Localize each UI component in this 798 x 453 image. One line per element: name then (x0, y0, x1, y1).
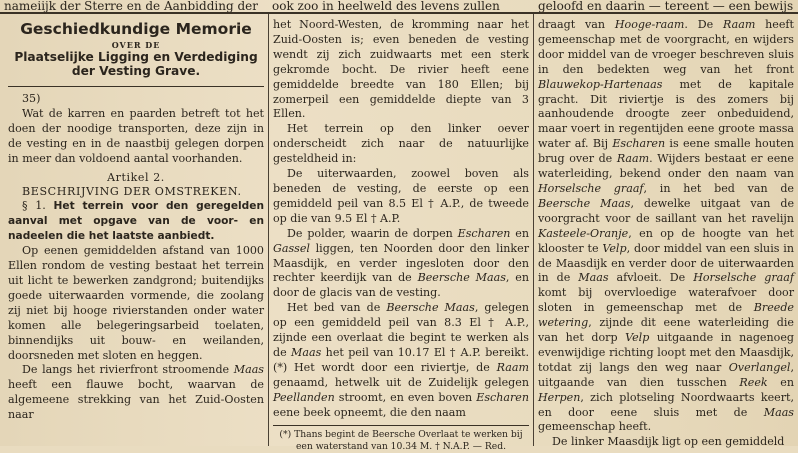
installment-number: 35) (22, 92, 41, 105)
article-subtitle-line-1: Plaatselijke Ligging en Verdediging (14, 50, 258, 64)
text-run: Het bed van de (287, 301, 387, 315)
column-divider-1 (268, 14, 269, 446)
paragraph-left-maasdijk: De linker Maasdijk ligt op een gemiddeld (552, 435, 785, 449)
text-run: heeft gemeenschap met de voorgracht, en wijders door middel van de vroeger beschreven sluis in den bedekten weg van het front (538, 18, 794, 76)
text-run: het peil van 10.17 El † A.P. bereikt. (*) Het wordt door een riviertje, de (273, 345, 529, 374)
text-run: De polder, waarin de dorpen (287, 226, 458, 240)
text-run: , in het bed van de (643, 181, 794, 195)
column-divider-2 (533, 14, 534, 446)
place-name: Overlangel (728, 360, 791, 374)
place-name: Raam (722, 18, 756, 31)
place-name: Breede wetering (538, 301, 794, 330)
text-run: stroomt, en even boven (334, 390, 477, 404)
text-run: . Wijders bestaat er eene waterleiding, bekend onder den naam van (538, 152, 794, 181)
article-number: Artikel 2. (107, 170, 165, 184)
text-run: eene beek opneemt, die den naam (273, 405, 466, 419)
text-run: liggen, ten Noorden door den linker Maasdijk, en verder ingesloten door den rechter keerdijk van de (273, 241, 529, 285)
text-run: , dewelke uitgaat van de voorgracht voor de saillant van het ravelijn (538, 196, 795, 225)
paragraph-riverbed (273, 301, 529, 420)
place-name: Blauwekop-Hartenaas (538, 77, 663, 91)
paragraph-floodplains: De uiterwaarden, zoowel boven als beneden de vesting, de eerste op een gemiddeld peil van 8.5 El † A.P., de tweede op die van 9.5 El † A.P. (273, 167, 529, 225)
place-name: Kasteele-Oranje (538, 226, 629, 240)
text-run: , zijnde dit eene waterleiding die van het dorp (538, 316, 794, 345)
column-3 (538, 18, 794, 450)
paragraph-maas-bend (8, 363, 264, 423)
place-name: Maas (578, 271, 609, 285)
place-name-maas: Maas (233, 363, 264, 377)
text-run: gemeenschap heeft. (538, 420, 652, 434)
text-run: afvloeit. De (608, 271, 694, 285)
text-run: , door middel van een sluis in de Maasdijk en verder door de uiterwaarden in de (538, 241, 794, 285)
article-subtitle-line-2: der Vesting Grave. (71, 64, 201, 78)
place-name: Raam (616, 152, 650, 166)
paragraph-polder (273, 227, 529, 302)
paragraph-left-bank: Het terrein op den linker oever onderscheidt zich naar de natuurlijke gesteldheid in: (273, 122, 529, 166)
text-run: draagt van (538, 18, 615, 31)
text-run: komt bij overvloedige waterafvoer door sloten in gemeenschap met de (538, 286, 794, 315)
paragraph-raam-waters (538, 18, 794, 435)
title-separator (8, 86, 264, 87)
place-name: Velp (625, 331, 650, 345)
place-name: Horselsche graaf (538, 181, 644, 195)
place-name-gassel: Gassel (273, 241, 310, 255)
column-2-top-line: ook zoo in heelweld des levens zullen (272, 0, 500, 12)
top-rule (0, 12, 798, 14)
article-title: Geschiedkundige Memorie (20, 20, 252, 38)
column-3-top-line: geloofd en daarin — tereent — een bewijs (538, 0, 794, 12)
place-name-escharen: Escharen (476, 390, 529, 404)
place-name: Velp (602, 241, 627, 255)
section-heading: BESCHRIJVING DER OMSTREKEN. (22, 184, 242, 198)
text-run: heeft een flauwe bocht, waarvan de algemeene strekking van het Zuid-Oosten naar (8, 378, 264, 422)
text-run: , en door de glacis van de vesting. (273, 271, 529, 300)
paragraph-transports: Wat de karren en paarden betreft tot het doen der noodige transporten, deze zijn in de vesting en in de naastbij gelegen dorpen in meer dan voldoend aantal voorhanden. (8, 106, 264, 165)
title-connector: OVER DE (111, 40, 161, 50)
place-name: Maas (763, 405, 794, 419)
place-name-escharen: Escharen (457, 226, 511, 240)
section-1-heading (8, 199, 264, 244)
text-run: , zich plotseling Noordwaarts keert, en door eene sluis met de (538, 390, 794, 419)
column-1-top-line: nameiijk der Sterre en de Aanbidding der (4, 0, 258, 12)
place-name: Herpen (538, 390, 581, 404)
text-run: De langs het rivierfront stroomende (22, 363, 234, 377)
text-run: is eene smalle houten brug over de (538, 137, 795, 166)
place-name-beersche-maas: Beersche Maas (417, 271, 506, 285)
text-run: uitgaande in nagenoeg evenwijdige richting loopt met den Maasdijk, totdat zij langs den weg naar (538, 331, 794, 374)
text-run: . De (684, 18, 723, 31)
section-1-title: Het terrein voor den geregelden aanval met opgave van de voor- en nadeelen die het laatste aanbiedt. (8, 200, 264, 243)
text-run: , en op de hoogte van het klooster te (538, 226, 794, 255)
place-name: Reek (739, 375, 768, 389)
text-run: , uitgaande van dien tusschen (538, 360, 794, 389)
section-number: § 1. (22, 199, 46, 213)
paragraph-terrain: Op eenen gemiddelden afstand van 1000 Ellen rondom de vesting bestaat het terrein uit licht te bewerken zandgrond; buitendijks goede uiterwaarden vormende, die zoolang zij niet bij hooge rivierstanden onder water komen alle belegeringsarbeid toelaten, binnendijks uit bouw- en weilanden, doorsneden met sloten en heggen. (8, 244, 264, 362)
text-run: genaamd, hetwelk uit de Zuidelijk gelegen (273, 375, 529, 389)
place-name-peellanden: Peellanden (273, 390, 335, 404)
text-run: en (767, 375, 794, 389)
text-run: , gelegen op een gemiddeld peil van 8.3 El † A.P., zijnde een overlaat die begint te werken als de (273, 301, 529, 359)
place-name: Hooge-raam (614, 18, 685, 31)
column-2 (273, 18, 529, 453)
place-name-raam: Raam (496, 360, 529, 374)
place-name-maas: Maas (291, 345, 322, 359)
column-1 (8, 16, 264, 423)
paragraph-river-course: het Noord-Westen, de kromming naar het Zuid-Oosten is; even beneden de vesting wendt zij zich zuidwaarts met een sterk gekromde bocht. De rivier heeft eene gemiddelde breedte van 180 Ellen; bij zomerpeil een gemiddelde diepte van 3 Ellen. (273, 18, 529, 121)
editor-footnote: (*) Thans begint de Beersche Overlaat te werken bij een waterstand van 10.34 M. † N.A.P. — Red. (273, 425, 529, 453)
place-name: Escharen (612, 137, 666, 151)
place-name-beersche-maas: Beersche Maas (386, 301, 475, 315)
place-name: Horselsche graaf (693, 271, 794, 285)
text-run: met de kapitale gracht. Dit riviertje is des zomers bij aanhoudende droogte zeer onbeduidend, maar voert in regentijden eene groote massa water af. Bij (538, 77, 794, 151)
place-name: Beersche Maas (538, 196, 631, 210)
text-run: en (510, 226, 529, 240)
